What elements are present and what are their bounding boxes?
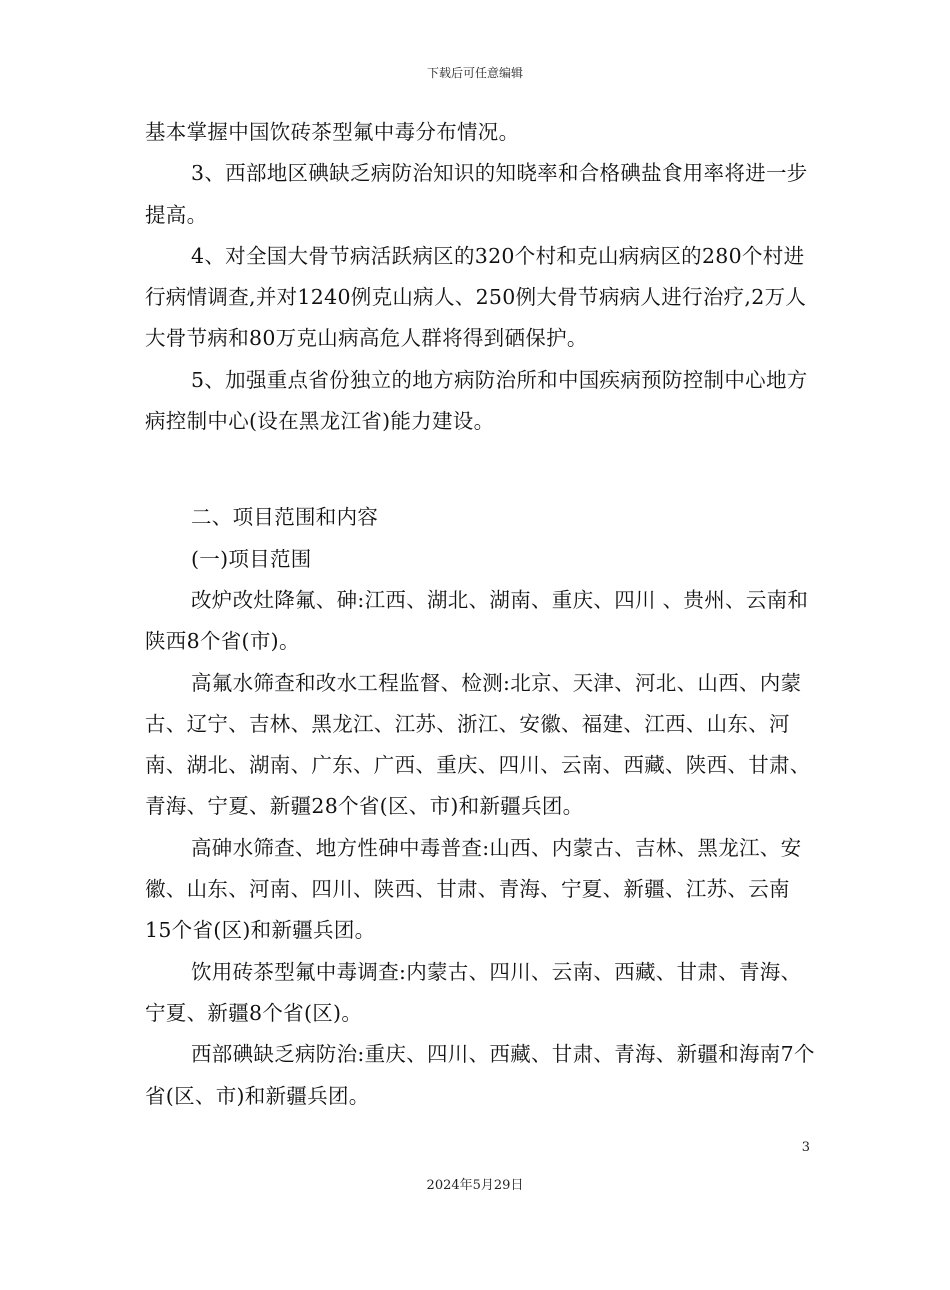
paragraph-brick-tea-fluorosis: 饮用砖茶型氟中毒调查:内蒙古、四川、云南、西藏、甘肃、青海、宁夏、新疆8个省(区)。 — [145, 959, 802, 1025]
paragraph-item-5: 5、加强重点省份独立的地方病防治所和中国疾病预防控制中心地方病控制中心(设在黑龙江省)能力建设。 — [145, 367, 808, 434]
page-number: 3 — [801, 1140, 810, 1155]
paragraph-iodine-deficiency: 西部碘缺乏病防治:重庆、四川、西藏、甘肃、青海、新疆和海南7个省(区、市)和新疆兵团。 — [145, 1042, 815, 1108]
paragraph-continuation: 基本掌握中国饮砖茶型氟中毒分布情况。 — [145, 120, 520, 144]
paragraph-item-3: 3、西部地区碘缺乏病防治知识的知晓率和合格碘盐食用率将进一步提高。 — [145, 161, 808, 227]
footer-date: 2024年5月29日 — [426, 1178, 524, 1193]
paragraph-item-4: 4、对全国大骨节病活跃病区的320个村和克山病病区的280个村进行病情调查,并对1240例克山病人、250例大骨节病病人进行治疗,2万人大骨节病和80万克山病高危人群将得到硒保护。 — [145, 243, 807, 351]
subsection-heading: (一)项目范围 — [191, 546, 312, 571]
paragraph-high-arsenic-water: 高砷水筛查、地方性砷中毒普查:山西、内蒙古、吉林、黑龙江、安徽、山东、河南、四川、陕西、甘肃、青海、宁夏、新疆、江苏、云南15个省(区)和新疆兵团。 — [145, 835, 802, 943]
paragraph-stove-improvement: 改炉改灶降氟、砷:江西、湖北、湖南、重庆、四川 、贵州、云南和陕西8个省(市)。 — [145, 587, 809, 654]
document-body — [145, 112, 815, 1117]
section-spacer — [145, 442, 815, 497]
page-header: 下载后可任意编辑 — [426, 66, 523, 80]
section-heading: 二、项目范围和内容 — [191, 505, 379, 530]
paragraph-high-fluoride-water: 高氟水筛查和改水工程监督、检测:北京、天津、河北、山西、内蒙古、辽宁、吉林、黑龙江、江苏、浙江、安徽、福建、江西、山东、河南、湖北、湖南、广东、广西、重庆、四川、云南、西藏、陕西、甘肃、青海、宁夏、新疆28个省(区、市)和新疆兵团。 — [145, 670, 811, 819]
